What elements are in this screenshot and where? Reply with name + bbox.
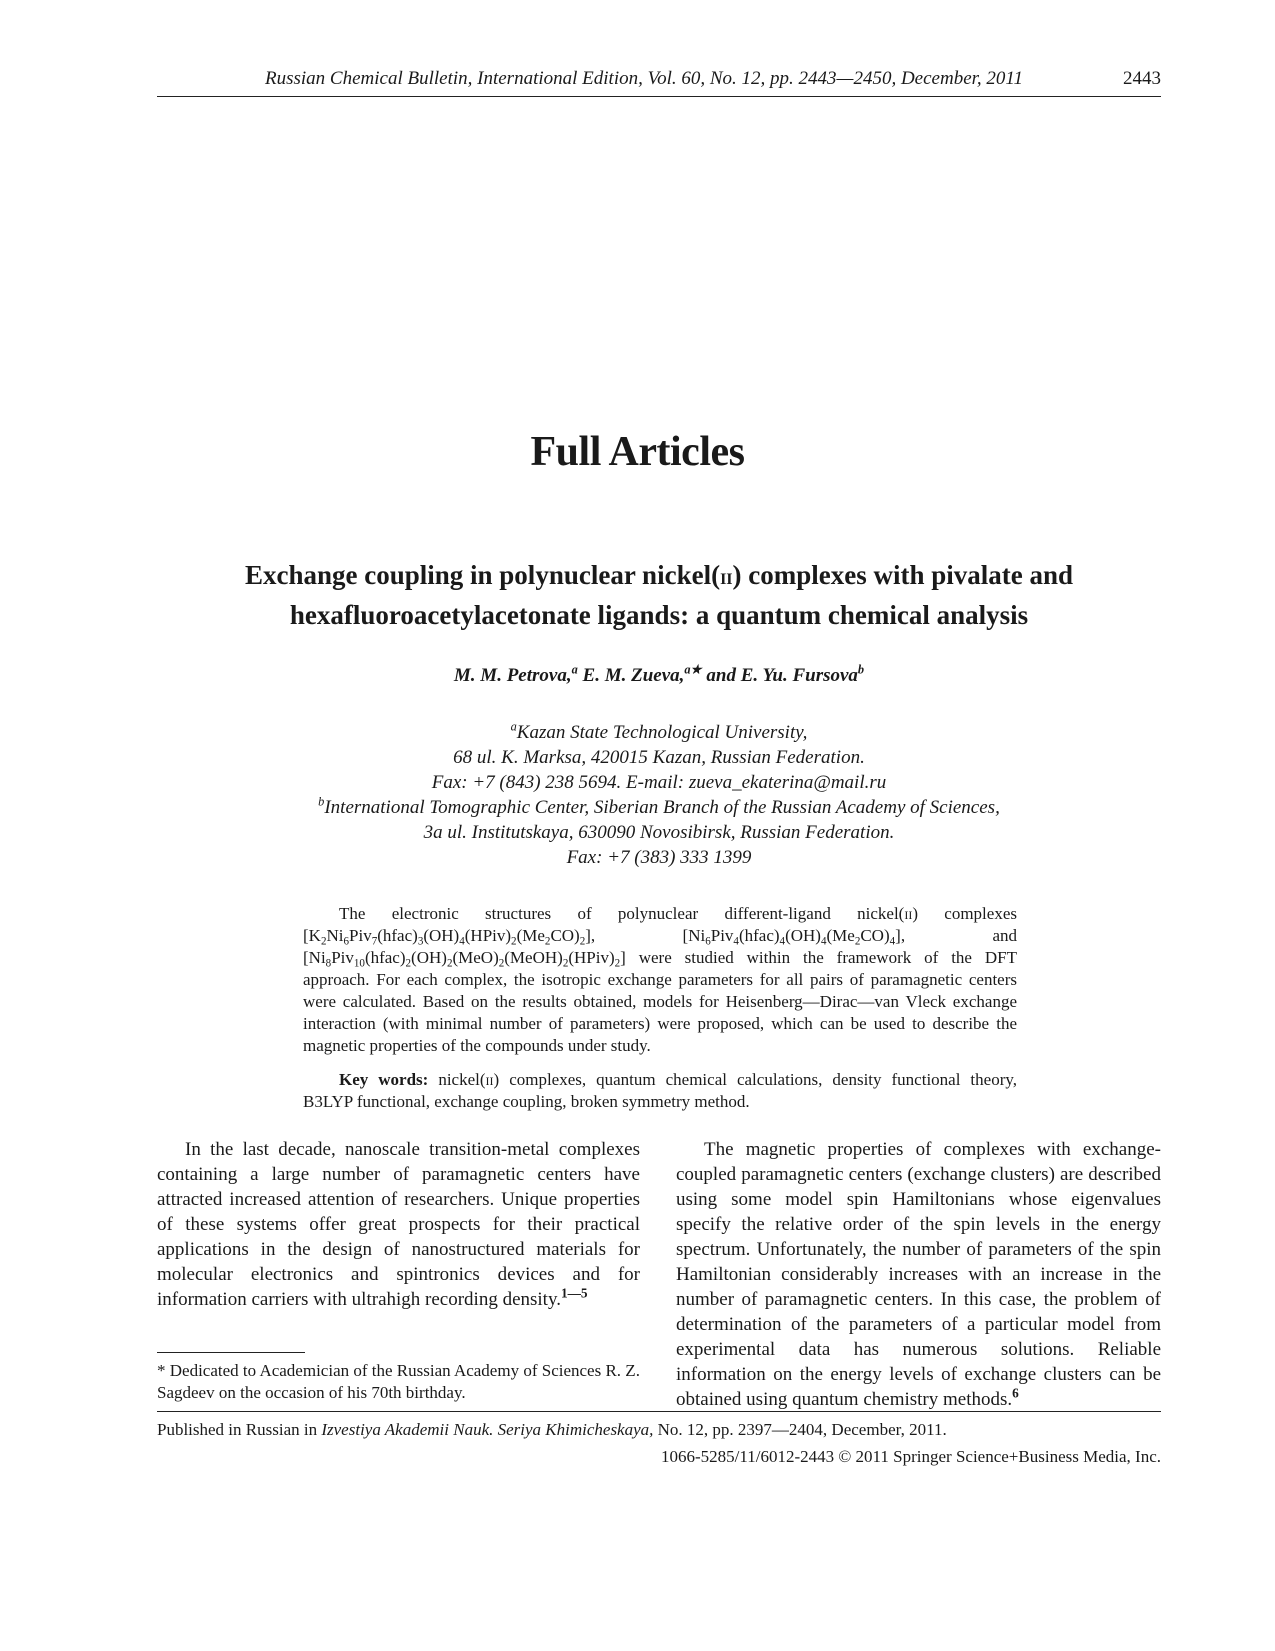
footnote-rule — [157, 1352, 305, 1353]
section-title: Full Articles — [530, 429, 745, 475]
body-column-left — [157, 1137, 640, 1312]
footnote: * Dedicated to Academician of the Russian Academy of Sciences R. Z. Sagdeev on the occasion of his 70th birthday. — [157, 1361, 640, 1402]
affiliation-a-line3: Fax: +7 (843) 238 5694. E-mail: zueva_ekaterina@mail.ru — [431, 772, 887, 793]
author-list: M. M. Petrova,$^a$ E. M. Zueva,$^{a★}$ and E. Yu. Fursova$^b$ — [453, 662, 865, 686]
affiliation-b-line1: $^b$International Tomographic Center, Siberian Branch of the Russian Academy of Sciences, — [318, 794, 1000, 818]
keywords-label: Key words: — [339, 1070, 429, 1089]
running-head — [157, 66, 1161, 97]
affiliation-b-line2: 3a ul. Institutskaya, 630090 Novosibirsk, Russian Federation. — [423, 822, 895, 843]
footer-rule — [157, 1411, 1161, 1412]
article-title-line2: hexafluoroacetylacetonate ligands: a quantum chemical analysis — [289, 600, 1029, 630]
copyright-line: 1066-5285/11/6012-2443 © 2011 Springer Science+Business Media, Inc. — [660, 1447, 1161, 1466]
affiliations — [157, 720, 1161, 870]
journal-citation: Russian Chemical Bulletin, International Edition, Vol. 60, No. 12, pp. 2443—2450, December, 2011 — [265, 68, 1024, 89]
abstract-text: The electronic structures of polynuclear different-ligand nickel(ii) complexes $[K_2Ni_6Piv_7(hfac)_3(OH)_4(HPiv)_2(Me_2CO)_2]$, $[Ni_6Piv_4(hfac)_4(OH)_4(Me_2CO)_4]$, and $[Ni_8Piv_{10}(hfac)_2(OH)_2(MeO)_2(MeOH)_2(HPiv)_2]$ were studied within the framework of the DFT approach. For each complex, the isotropic exchange parameters for all pairs of paramagnetic centers were calculated. Based on the results obtained, models for Heisenberg—Dirac—van Vleck exchange interaction (with minimal number of parameters) were proposed, which can be used to describe the magnetic properties of the compounds under study. — [303, 904, 1017, 1055]
publication-note: Published in Russian in Izvestiya Akademii Nauk. Seriya Khimicheskaya, No. 12, pp. 2397—2404, December, 2011. — [157, 1420, 947, 1439]
intro-paragraph: In the last decade, nanoscale transition-metal complexes containing a large number of paramagnetic centers have attracted increased attention of researchers. Unique properties of these systems offer great prospects for their practical applications in the design of nanostructured materials for molecular electronics and spintronics devices and for information carriers with ultrahigh recording density.$^{1—5}$ — [157, 1139, 640, 1310]
affiliation-a-line1: $^a$Kazan State Technological University, — [510, 719, 808, 743]
article-title — [157, 556, 1161, 634]
affiliation-a-line2: 68 ul. K. Marksa, 420015 Kazan, Russian Federation. — [453, 747, 865, 768]
abstract — [303, 903, 1017, 1057]
keywords: Key words: nickel(ii) complexes, quantum chemical calculations, density functional theory, B3LYP functional, exchange coupling, broken symmetry method. — [303, 1070, 1018, 1111]
magnetic-properties-paragraph: The magnetic properties of complexes with exchange-coupled paramagnetic centers (exchange clusters) are described using some model spin Hamiltonians whose eigenvalues specify the relative order of the spin levels in the energy spectrum. Unfortunately, the number of parameters of the spin Hamiltonian considerably increases with an increase in the number of paramagnetic centers. In this case, the problem of determination of the parameters of a particular model from experimental data has numerous solutions. Reliable information on the energy levels of exchange clusters can be obtained using quantum chemistry methods.$^6$ — [676, 1139, 1161, 1410]
page-number: 2443 — [1123, 68, 1161, 89]
body-column-right — [676, 1137, 1161, 1412]
article-title-line1: Exchange coupling in polynuclear nickel(ii) complexes with pivalate and — [244, 560, 1074, 590]
citation-ref: 6 — [1012, 1385, 1019, 1401]
affiliation-b-line3: Fax: +7 (383) 333 1399 — [566, 847, 752, 868]
citation-ref: 1—5 — [560, 1285, 588, 1301]
